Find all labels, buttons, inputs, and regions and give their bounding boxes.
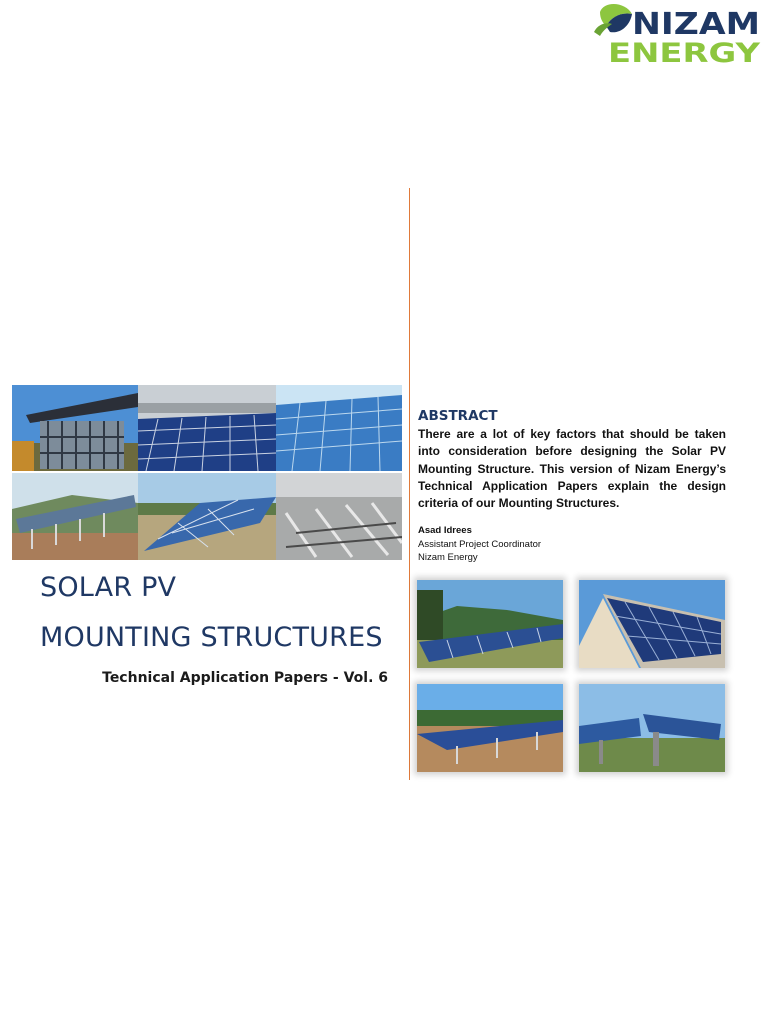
logo-line2: ENERGY bbox=[608, 38, 761, 68]
abstract-heading: ABSTRACT bbox=[418, 408, 498, 424]
tracker-photo bbox=[579, 684, 725, 772]
abstract-body: There are a lot of key factors that should be taken into consideration before designing the Solar PV Mounting Structure. This version of Nizam Energy’s Technical Application Papers explain the design criteria of our Mounting Structures. bbox=[418, 427, 726, 511]
flat-roof-frames-photo bbox=[276, 473, 402, 560]
photo-collage bbox=[12, 385, 402, 560]
roof-panels-photo bbox=[276, 385, 402, 471]
field-array-photo bbox=[417, 580, 563, 668]
nizam-energy-logo bbox=[592, 2, 764, 68]
ground-array-photo bbox=[417, 684, 563, 772]
leaf-icon bbox=[594, 4, 632, 36]
house-roof-photo bbox=[579, 580, 725, 668]
cover-title-line1: SOLAR PV bbox=[40, 572, 177, 603]
logo-line1: NIZAM bbox=[632, 7, 760, 42]
author-role: Assistant Project Coordinator bbox=[418, 538, 542, 550]
abstract-section bbox=[418, 408, 726, 512]
cover-subtitle: Technical Application Papers - Vol. 6 bbox=[102, 670, 388, 686]
rooftop-array-photo bbox=[138, 385, 276, 471]
vertical-divider bbox=[409, 188, 410, 780]
cover-title-line2: MOUNTING STRUCTURES bbox=[40, 622, 383, 653]
tilted-array-photo bbox=[138, 473, 276, 560]
author-block bbox=[418, 524, 541, 565]
author-name: Asad Idrees bbox=[418, 525, 472, 536]
canopy-structure-photo bbox=[12, 385, 138, 471]
author-organization: Nizam Energy bbox=[418, 552, 478, 563]
ground-mount-photo bbox=[12, 473, 138, 560]
